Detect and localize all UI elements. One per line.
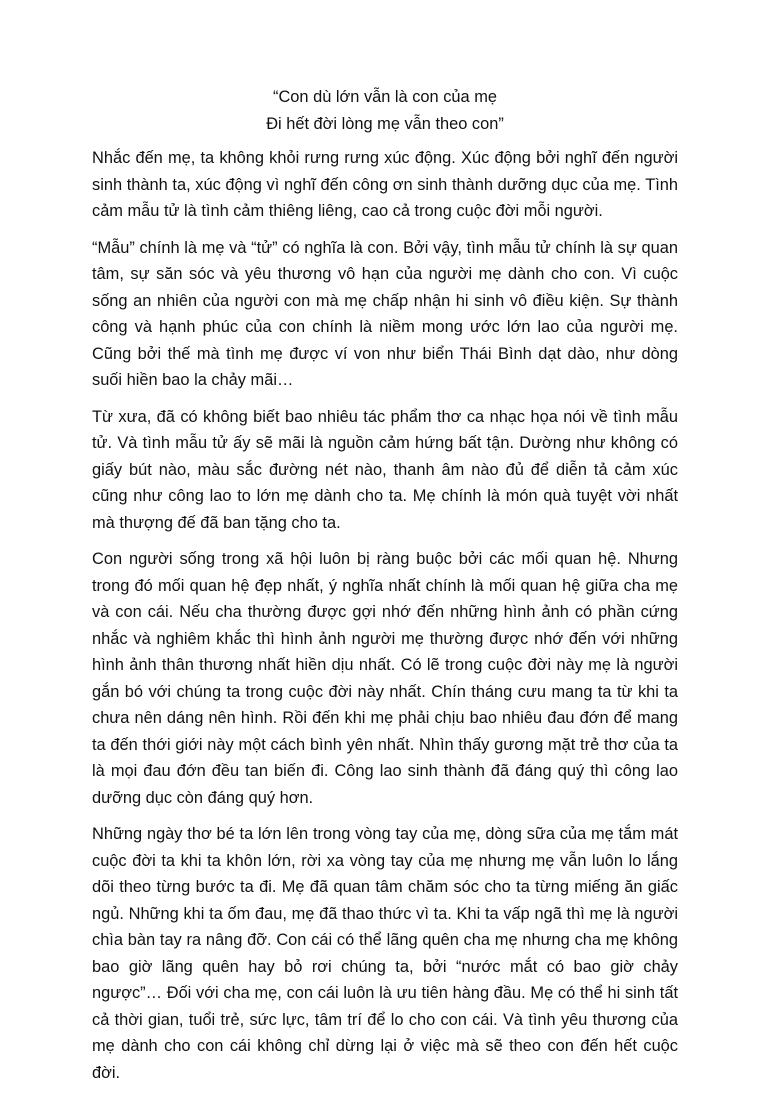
paragraph-art: Từ xưa, đã có không biết bao nhiêu tác phẩm thơ ca nhạc họa nói về tình mẫu tử. Và tình mẫu tử ấy sẽ mãi là nguồn cảm hứng bất tận. Dường như không có giấy bút nào, màu sắc đường nét nào, thanh âm nào đủ để diễn tả cảm xúc cũng như công lao to lớn mẹ dành cho ta. Mẹ chính là món quà tuyệt vời nhất mà thượng đế đã ban tặng cho ta. bbox=[92, 407, 678, 532]
paragraph-definition: “Mẫu” chính là mẹ và “tử” có nghĩa là con. Bởi vậy, tình mẫu tử chính là sự quan tâm, sự săn sóc và yêu thương vô hạn của người mẹ dành cho con. Vì cuộc sống an nhiên của người con mà mẹ chấp nhận hi sinh vô điều kiện. Sự thành công và hạnh phúc của con chính là niềm mong ước lớn lao của người mẹ. Cũng bởi thế mà tình mẹ được ví von như biển Thái Bình dạt dào, như dòng suối hiền bao la chảy mãi… bbox=[92, 238, 678, 389]
paragraph-relationship: Con người sống trong xã hội luôn bị ràng buộc bởi các mối quan hệ. Nhưng trong đó mối quan hệ đẹp nhất, ý nghĩa nhất chính là mối quan hệ giữa cha mẹ và con cái. Nếu cha thường được gợi nhớ đến những hình ảnh có phần cứng nhắc và nghiêm khắc thì hình ảnh người mẹ thường được nhớ đến với những hình ảnh thân thương nhất hiền dịu nhất. Có lẽ trong cuộc đời này mẹ là người gắn bó với chúng ta trong cuộc đời này nhất. Chín tháng cưu mang ta từ khi ta chưa nên dáng nên hình. Rồi đến khi mẹ phải chịu bao nhiêu đau đớn để mang ta đến thới giới này một cách bình yên nhất. Nhìn thấy gương mặt trẻ thơ của ta là mọi đau đớn đều tan biến đi. Công lao sinh thành đã đáng quý thì công lao dưỡng dục còn đáng quý hơn. bbox=[92, 550, 678, 807]
verse-line-2: Đi hết đời lòng mẹ vẫn theo con” bbox=[266, 114, 504, 133]
paragraph-childhood: Những ngày thơ bé ta lớn lên trong vòng tay của mẹ, dòng sữa của mẹ tắm mát cuộc đời ta khi ta khôn lớn, rời xa vòng tay của mẹ nhưng mẹ vẫn luôn lo lắng dõi theo từng bước ta đi. Mẹ đã quan tâm chăm sóc cho ta từng miếng ăn giấc ngủ. Những khi ta ốm đau, mẹ đã thao thức vì ta. Khi ta vấp ngã thì mẹ là người chìa bàn tay ra nâng đỡ. Con cái có thể lãng quên cha mẹ nhưng cha mẹ không bao giờ lãng quên hay bỏ rơi chúng ta, bởi “nước mắt có bao giờ chảy ngược”… Đối với cha mẹ, con cái luôn là ưu tiên hàng đầu. Mẹ có thể hi sinh tất cả thời gian, tuổi trẻ, sức lực, tâm trí để lo cho con cái. Và tình yêu thương của mẹ dành cho con cái không chỉ dừng lại ở việc mà sẽ theo con đến hết cuộc đời. bbox=[92, 825, 678, 1082]
document-page bbox=[92, 84, 678, 1096]
paragraph-intro: Nhắc đến mẹ, ta không khỏi rưng rưng xúc động. Xúc động bởi nghĩ đến người sinh thành ta, xúc động vì nghĩ đến công ơn sinh thành dưỡng dục của mẹ. Tình cảm mẫu tử là tình cảm thiêng liêng, cao cả trong cuộc đời mỗi người. bbox=[92, 149, 678, 220]
verse-line-1: “Con dù lớn vẫn là con của mẹ bbox=[273, 88, 497, 106]
